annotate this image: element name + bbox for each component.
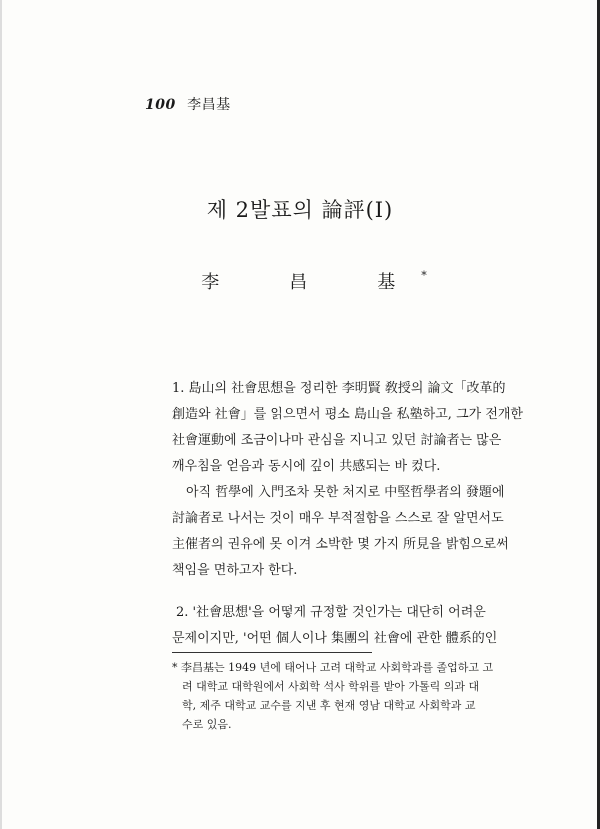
paragraph-1 [172,376,532,480]
paragraph-line: 1. 島山의 社會思想을 정리한 李明賢 敎授의 論文「改革的 [172,381,506,396]
author-footnote-mark: * [421,269,427,282]
paragraph-2 [172,480,532,584]
paragraph-line: 아직 哲學에 入門조차 못한 처지로 中堅哲學者의 發題에 [186,485,505,500]
footnote-line: 수로 있음. [182,718,232,731]
paragraph-line: 討論者로 나서는 것이 매우 부적절함을 스스로 잘 알면서도 [172,511,504,526]
author-byline [0,268,600,294]
footnote-line: 학, 제주 대학교 교수를 지낸 후 현재 영남 대학교 사회학과 교 [182,699,476,712]
header-author: 李昌基 [187,97,231,113]
paragraph-3 [172,600,532,652]
footnote-divider [172,652,372,653]
running-header [145,94,231,114]
author-name: 李 昌 基 [201,272,422,293]
footnote-line: 려 대학교 대학원에서 사회학 석사 학위를 받아 가톨릭 의과 대 [182,680,480,693]
article-title: 제 2발표의 論評(I) [206,198,394,222]
scan-left-edge [0,0,2,829]
paragraph-line: 깨우침을 얻음과 동시에 깊이 共感되는 바 컸다. [172,459,441,474]
paragraph-line: 主催者의 권유에 못 이겨 소박한 몇 가지 所見을 밝힘으로써 [172,537,509,552]
paragraph-line: 책임을 면하고자 한다. [172,563,298,578]
paragraph-line: 문제이지만, '어떤 個人이나 集團의 社會에 관한 體系的인 [172,631,498,646]
paragraph-line: 創造와 社會」를 읽으면서 평소 島山을 私塾하고, 그가 전개한 [172,407,523,422]
paragraph-line: 2. '社會思想'을 어떻게 규정할 것인가는 대단히 어려운 [176,605,486,620]
paragraph-line: 社會運動에 조금이나마 관심을 지니고 있던 討論者는 많은 [172,433,502,448]
page-number: 100 [145,97,176,113]
footnote-line: * 李昌基는 1949 년에 태어나 고려 대학교 사회학과를 졸업하고 고 [172,661,494,674]
footnote [172,658,538,734]
